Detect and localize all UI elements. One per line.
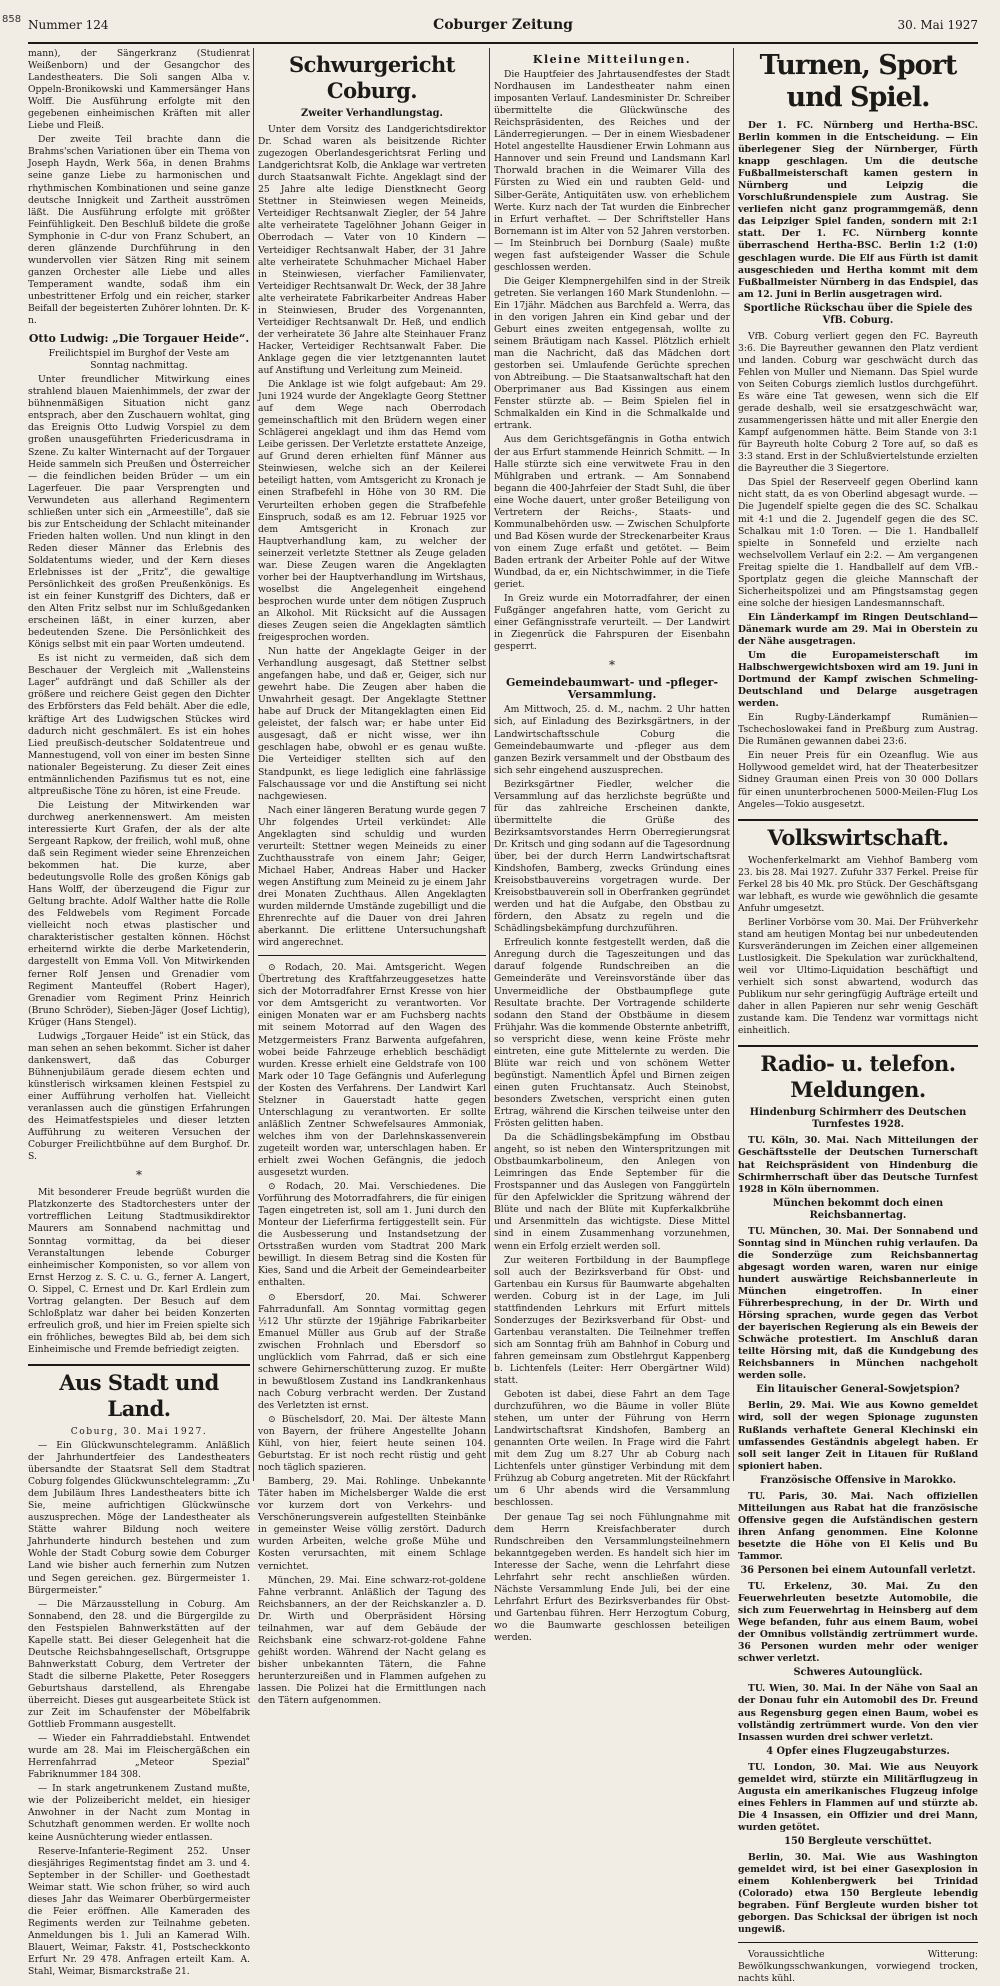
- masthead: Coburger Zeitung: [433, 17, 573, 33]
- divider: [258, 955, 486, 956]
- article-text: TU. Wien, 30. Mai. In der Nähe von Saal an der Donau fuhr ein Automobil des Dr. Freund aus Regensburg gegen einen Baum, wobei es vollständig zertrümmert wurde. Von den vier Insassen wurden drei schwer verletzt.: [738, 1683, 978, 1743]
- column-rule: [253, 48, 254, 1481]
- article-text: Das Spiel der Reserveelf gegen Oberlind kann nicht statt, da es von Oberlind abgesagt wurde. — Die Jugendelf spielte gegen die des SC. Schalkau mit 4:1 und die 2. Jugendelf gegen die des SC. Schalkau mit 1:0 Toren. — Die 1. Handballelf spielte in Sonnefeld und erzielte nach wechselvollem Verlauf ein 2:2. — Am vergangenen Freitag spielte die 1. Handballelf auf dem VfB.-Sportplatz gegen die gleiche Mannschaft der Sicherheitspolizei und am Pfingstsamstag gegen eine solche der hiesigen Landesmannschaft.: [738, 477, 978, 609]
- article-text: Am Mittwoch, 25. d. M., nachm. 2 Uhr hatten sich, auf Einladung des Bezirksgärtners, in der Landwirtschaftsschule Coburg die Gemeindebaumwarte und -pfleger aus dem ganzen Bezirk versammelt und der Obstbaum des sich sehr eingehend auszusprechen.: [494, 704, 730, 776]
- section-rule: [738, 1045, 978, 1047]
- article-text: Um die Europameisterschaft im Halbschwergewichtsboxen wird am 19. Juni in Dortmund der Kampf zwischen Schmeling-Deutschland und Delarge ausgetragen werden.: [738, 650, 978, 710]
- column-rule: [489, 48, 490, 1481]
- column-3: [494, 48, 730, 1643]
- article-text: Zur weiteren Fortbildung in der Baumpflege soll auch der Bezirksverband für Obst- und Gartenbau ein Kursus für Baumwarte abgehalten werden. Coburg ist in der Lage, im Juli stattfindenden Lehrkurs mit Erfurt mittels Sonderzuges der Bezirksverband für Obst- und Gartenbau veranstalten. Die Teilnehmer treffen sich am Sonntag früh am Bahnhof in Coburg und fahren gemeinsam zum Obstlehrgut Kappenberg b. Lichtenfels (Leiter: Herr Obergärtner Wild) statt.: [494, 1254, 730, 1387]
- section-rule: [28, 1364, 250, 1366]
- article-text: Ludwigs „Torgauer Heideʺ ist ein Stück, das man sehen an sehen bekommt. Sicher ist daher dankenswert, daß das Coburger Bühnenjubiläum gerade diesem echten und künstlerisch wirksamen kleinen Festspiel zu einer Aufführung verholfen hat. Vielleicht veranlassen auch die günstigen Erfahrungen des Heimatfestspieles und dieser letzten Aufführung zu weiteren Versuchen der Coburger Freilichtbühne auf dem Burghof. Dr. S.: [28, 1030, 250, 1163]
- article-text: — In stark angetrunkenem Zustand mußte, wie der Polizeibericht meldet, ein hiesiger Anwohner in der Nacht zum Montag in Schutzhaft genommen werden. Er wollte noch keine Ausnüchterung wieder entlassen.: [28, 1783, 250, 1843]
- article-text: Nun hatte der Angeklagte Geiger in der Verhandlung ausgesagt, daß Stettner selbst angefangen habe, und daß er, Geiger, sich nur gewehrt habe. Die Zeugen aber haben die Unwahrheit gesagt. Der Angeklagte Stettner habe auf Druck der Mitangeklagten einen Eid geleistet, der falsch war; er habe unter Eid ausgesagt, daß er nicht wisse, wer ihn geschlagen habe, obwohl er es genau wußte. Die Verteidiger stellten sich auf den Standpunkt, es liege lediglich eine fahrlässige Falschaussage vor und die Anstiftung sei nicht nachgewiesen.: [258, 646, 486, 802]
- article-text: Wochenferkelmarkt am Viehhof Bamberg vom 23. bis 28. Mai 1927. Zufuhr 337 Ferkel. Preise für Ferkel 28 bis 40 Mk. pro Stück. Der Geschäftsgang war lebhaft, es wurde wie gewöhnlich die gesamte Anfuhr umgesetzt.: [738, 854, 978, 914]
- section-title-radio: Radio- u. telefon. Meldungen.: [760, 1051, 956, 1103]
- weather-text: Voraussichtliche Witterung: Bewölkungsschwankungen, vorwiegend trocken, nachts kühl.: [738, 1949, 978, 1985]
- article-title-schwurgericht: Schwurgericht Coburg.: [289, 52, 455, 103]
- article-text: Unter dem Vorsitz des Landgerichtsdirektor Dr. Schad waren als beisitzende Richter zugezogen Oberlandesgerichtsrat Ferling und Landgerichtsrat Kolb, die Anklage war vertreten durch Staatsanwalt Fichte. Angeklagt sind der 25 Jahre alte ledige Dienstknecht Georg Stettner in Steinwiesen wegen Meineids, Verteidiger Rechtsanwalt Ziegler, der 54 Jahre alte verheiratete Tagelöhner Johann Geiger in Oberrodach — Vater von 10 Kindern — Verteidiger Rechtsanwalt Haber, der 31 Jahre alte verheiratete Schuhmacher Michael Haber in Steinwiesen, vierfacher Familienvater, Verteidiger Rechtsanwalt Dr. Weck, der 38 Jahre alte verheiratete Fabrikarbeiter Andreas Haber in Steinwiesen, Bruder des Vorgenannten, Verteidiger Rechtsanwalt Dr. Heß, und endlich der verheiratete 36 Jahre alte Steinhauer Franz Hacker, Verteidiger Rechtsanwalt Faber. Die Anklage gegen die vier letztgenannten lautet auf Anstiftung und Verleitung zum Meineid.: [258, 124, 486, 376]
- divider: [738, 1942, 978, 1943]
- article-text: Die Geiger Klempnergehilfen sind in der Streik getreten. Sie verlangen 160 Mark Stundenlohn. — Ein 17jähr. Mädchen aus Barchfeld a. Werra, das in den vorigen Jahren ein Kind gebar und der Geburt eines zweiten entgegensah, wollte zu seinem Bräutigam nach Kassel. Plötzlich erhielt man die Nachricht, daß das Mädchen dort gestorben sei. Umlaufende Gerüchte sprechen von Abtreibung. — Die Staatsanwaltschaft hat den Oberprimaner aus Bad Kissingen aus einem Fenster stürzte ab. — Beim Spielen fiel in Schmalkalden ein Kind in die Schmalkalde und ertrank.: [494, 275, 730, 432]
- article-text: TU. London, 30. Mai. Wie aus Neuyork gemeldet wird, stürzte ein Militärflugzeug in Augusta ein amerikanisches Flugzeug infolge eines Fehlers in Flammen auf und stürzte ab. Die 4 Insassen, ein Offizier und drei Mann, wurden getötet.: [738, 1761, 978, 1833]
- article-text: Der zweite Teil brachte dann die Brahms'schen Variationen über ein Thema von Joseph Haydn, Werk 56a, in denen Brahms seine ganze Liebe zu harmonischen und rhythmischen Kombinationen und seine ganze deutsche Innigkeit und Zartheit ausströmen läßt. Die Ausführung erfolgte mit größter Feinfühligkeit. Den Beschluß bildete die große Symphonie in C-dur von Franz Schubert, an deren glänzende Durchführung in den wundervollen vier Sätzen Ring mit seinem ganzen Orchester alle Liebe und alles Temperament wandte, sodaß ihm ein unbestrittener Erfolg und ein reicher, starker Beifall der begeisterten Zuhörer lohnten. Dr. K-n.: [28, 134, 250, 327]
- article-text: Der 1. FC. Nürnberg und Hertha-BSC. Berlin kommen in die Entscheidung. — Ein überlegener Sieg der Nürnberger, Fürth knapp geschlagen. Um die deutsche Fußballmeisterschaft kamen gestern in Nürnberg und Leipzig die Vorschlußrundenspiele zum Austrag. Sie verliefen nicht ganz programmgemäß, denn das Leipziger Spiel fanden, sondern mit 2:1 statt. Der 1. FC. Nürnberg konnte überraschend Hertha-BSC. Berlin 1:2 (1:0) geschlagen wurde. Die Elf aus Fürth ist damit ausgeschieden und Hertha kommt mit dem Fußballmeister Nürnberg in das Endspiel, das am 12. Juni in Berlin ausgetragen wird.: [738, 120, 978, 300]
- dateline: Coburg, 30. Mai 1927.: [70, 1425, 208, 1437]
- article-subtitle: Freilichtspiel im Burghof der Veste am Sonntag nachmittag.: [48, 348, 230, 372]
- issue-number: Nummer 124: [28, 18, 109, 32]
- article-text: Die Leistung der Mitwirkenden war durchweg anerkennenswert. Am meisten interessierte Kurt Grafen, der als der alte Sergeant Rapkow, der freilich, wohl muß, ohne daß sein Regiment wieder seine Ehrenzeichen bekommen hat. Die kurze, aber bedeutungsvolle Rolle des großen Königs gab Hans Wolff, der überzeugend die Figur zur Geltung brachte. Adolf Walther hatte die Rolle des Feldwebels vom Regiment Forcade vielleicht noch etwas plastischer und charakteristischer gestalten können. Höchst erheiternd wirkte die derbe Marketenderin, dargestellt von Emma Voll. Von Mitwirkenden ferner Rolf Jensen und Grenadier vom Regiment Manteuffel (Robert Hager), Grenadier vom Regiment Prinz Heinrich (Bruno Schröder), Sieben-Jäger (Josef Lichtig), Krüger (Hans Stengel).: [28, 799, 250, 1028]
- article-text: Mit besonderer Freude begrüßt wurden die Platzkonzerte des Stadtorchesters unter der vortrefflichen Leitung Stadtmusikdirektor Maurers am Sonnabend nachmittag und Sonntag vormittag, da bei dieser Veranstaltungen lebende Coburger einheimischer Komponisten, so vor allem von Ernst Herzog z. S. C. u. G., ferner A. Langert, O. Sippel, C. Ernest und Dr. Karl Erdlein zum Vortrag gelangten. Der Besuch auf dem Schloßplatz war daher bei beiden Konzerten erfreulich groß, und hier im Freien spielte sich ein fröhliches, bewegtes Bild ab, bei dem sich Einheimische und Fremde befriedigt zeigten.: [28, 1187, 250, 1355]
- star-separator: *: [609, 658, 615, 673]
- section-title-volkswirtschaft: Volkswirtschaft.: [767, 824, 949, 850]
- article-text: ⊙ Büschelsdorf, 20. Mai. Der älteste Mann von Bayern, der frühere Angestellte Johann Kühl, von hier, feiert heute seinen 104. Geburtstag. Er ist noch recht rüstig und geht noch täglich spazieren.: [258, 1413, 486, 1474]
- article-subtitle: Zweiter Verhandlungstag.: [301, 108, 443, 119]
- page-edge-number: 858: [2, 14, 22, 25]
- article-text: VfB. Coburg verliert gegen den FC. Bayreuth 3:6. Die Bayreuther gewannen den Platz verdient und landen. Coburg war geschwächt durch das Fehlen von Muller und Niemann. Das Spiel wurde von Seiten Coburgs ziemlich lustlos durchgeführt. Es wäre eine Tat gewesen, wenn sich die Elf gerade deshalb, weil sie ersatzgeschwächt war, zusammengerissen hätte und mit aller Energie den Kampf aufgenommen hätte. Beim Stande von 3:1 für Bayreuth holte Coburg 2 Tore auf, so daß es 3:3 stand. Erst in der Schlußviertelstunde erzielten die Bayreuther die 3 Siegertore.: [738, 330, 978, 475]
- article-text: Geboten ist dabei, diese Fahrt an dem Tage durchzuführen, wo die Bäume in voller Blüte stehen, um unter der Führung von Herrn Landwirtschaftsrat Kindshofen, Bamberg an genannten Orte weilen. In Frage wird die Fahrt mit dem Zug um 8.27 Uhr ab Coburg nach Lichtenfels unter günstiger Verbindung mit dem Frühzug ab Coburg angetreten. Mit der Rückfahrt um 6 Uhr abends wird die Versammlung beschlossen.: [494, 1389, 730, 1509]
- article-text: — Die Märzausstellung in Coburg. Am Sonnabend, den 28. und die Bürgergilde zu den Festspielen Bahnwerkstätten auf der Kapelle statt. Bei dieser Gelegenheit hat die Deutsche Reichsbahngesellschaft, Ortsgruppe Bahnwerkstatt Coburg, dem Vertreter der Stadt die silberne Plakette, Peter Roseggers Geburtshaus darstellend, als Ehrengabe überreicht. Dieses gut ausgearbeitete Stück ist zur Zeit im Schaufenster der Möbelfabrik Gottlieb Frommann ausgestellt.: [28, 1598, 250, 1731]
- article-text: ⊙ Ebersdorf, 20. Mai. Schwerer Fahrradunfall. Am Sonntag vormittag gegen ½12 Uhr stürzte der 19jährige Fabrikarbeiter Emanuel Müller aus Grub auf der Straße zwischen Frohnlach und Ebersdorf so unglücklich vom Fahrrad, daß er sich eine schwere Gehirnerschütterung zuzog. Er mußte in bewußtlosem Zustand ins Landkrankenhaus nach Coburg verbracht werden. Der Zustand des Verletzten ist ernst.: [258, 1291, 486, 1411]
- section-title-sport: Turnen, Sport und Spiel.: [759, 50, 957, 113]
- article-text: TU. Paris, 30. Mai. Nach offiziellen Mitteilungen aus Rabat hat die französische Offensive gegen die Aufständischen gestern ihren Anfang genommen. Eine Kolonne besetzte die Höhe von El Kelis und Bu Tammor.: [738, 1490, 978, 1562]
- column-4: [738, 48, 978, 1985]
- article-text: Bamberg, 29. Mai. Rohlinge. Unbekannte Täter haben im Michelsberger Walde die erst vor kurzem dort von Verkehrs- und Verschönerungsverein aufgestellten Steinbänke in gemeinster Weise völlig zerstört. Dadurch wurden Arbeiten, welche große Mühe und Kosten verursachten, mit einem Schlage vernichtet.: [258, 1476, 486, 1572]
- article-text: In Greiz wurde ein Motorradfahrer, der einen Fußgänger angefahren hatte, vom Gericht zu einer Gefängnisstrafe verurteilt. — Der Landwirt in Ziegenrück die Fahrspuren der Eisenbahn gesperrt.: [494, 593, 730, 653]
- article-text: Unter freundlicher Mitwirkung eines strahlend blauen Maienhimmels, der zwar der bühnenmäßigen Situation nicht ganz entsprach, aber den Zuschauern wohltat, ging das Ereignis Otto Ludwig Vorspiel zu dem großen unausgeführten Friedericusdrama in Szene. Zu kalter Winternacht auf der Torgauer Heide sammeln sich Preußen und Österreicher — die feindlichen beiden Brüder — um ein Lagerfeuer. Die paar Versprengten und Verwundeten aus allerhand Regimentern schließen unter sich ein „Armeestilleʺ, daß sie bis zur Entscheidung der Schlacht miteinander Frieden halten wollen. Und nun klingt in den Reden dieser Männer das Erlebnis des Soldatentums wieder, und der Kern dieses Erlebnisses ist der „Fritzʺ, die gewaltige Persönlichkeit des großen Preußenkönigs. Es ist ein feiner Kunstgriff des Dichters, daß er den Alten Fritz selbst nur im Schlußgedanken erscheinen läßt, in einer kurzen, aber bedeutenden Szene. Die Persönlichkeit des Königs selbst mit ein paar Worten umdeutend.: [28, 374, 250, 651]
- section-title-kleine: Kleine Mitteilungen.: [532, 53, 692, 66]
- article-text: Ein Rugby-Länderkampf Rumänien—Tschechoslowakei fand in Preßburg zum Austrag. Die Rumänen gewannen dabei 23:6.: [738, 712, 978, 748]
- article-text: Berliner Vorbörse vom 30. Mai. Der Frühverkehr stand am heutigen Montag bei nur unbedeutenden Kursveränderungen im Zeichen einer allgemeinen Lustlosigkeit. Die Spekulation war zurückhaltend, weil vor Ultimo-Liquidation beschäftigt und verhielt sich sonst abwartend, wodurch das Publikum nur sehr geringfügig Aufträge erteilt und daher in allen Papieren nur sehr wenig Geschäft zustande kam. Die Tendenz war vormittags nicht einheitlich.: [738, 916, 978, 1037]
- column-2: [258, 48, 486, 1707]
- article-subtitle: Hindenburg Schirmherr des Deutschen Turnfestes 1928.: [749, 1107, 967, 1131]
- article-text: Ein neuer Preis für ein Ozeanflug. Wie aus Hollywood gemeldet wird, hat der Theaterbesitzer Sidney Grauman einen Preis von 30 000 Dollars für einen ununterbrochenen 5000-Meilen-Flug Los Angeles—Tokio ausgesetzt.: [738, 750, 978, 810]
- article-subtitle: Ein litauischer General-Sowjetspion?: [756, 1384, 960, 1396]
- article-subtitle: Französische Offensive in Marokko.: [760, 1474, 956, 1486]
- star-separator: *: [136, 1168, 142, 1183]
- article-subtitle: Schweres Autounglück.: [793, 1667, 923, 1679]
- article-text: Ein Länderkampf im Ringen Deutschland—Dänemark wurde am 29. Mai in Oberstein zu der Nähe ausgetragen.: [738, 611, 978, 647]
- article-title-ludwig: Otto Ludwig: „Die Torgauer Heide“.: [28, 332, 250, 346]
- article-text: München, 29. Mai. Eine schwarz-rot-goldene Fahne verbrannt. Anläßlich der Tagung des Reichsbanners, an der der Reichskanzler a. D. Dr. Wirth und Oberpräsident Hörsing teilnahmen, war auf dem Gebäude der Reichsbank eine schwarz-rot-goldene Fahne gehißt worden. Während der Nacht gelang es bisher unbekannten Tätern, die Fahne herunterzureißen und in Flammen aufgehen zu lassen. Die Polizei hat die Ermittlungen nach den Tätern aufgenommen.: [258, 1574, 486, 1707]
- article-text: Der genaue Tag sei noch Fühlungnahme mit dem Herrn Kreisfachberater durch Rundschreiben den Versammlungsteilnehmern bekanntgegeben werden. Es handelt sich hier im Interesse der Sache, wenn die Lehrfahrt diese Lehrfahrt sehr recht anschließen würden. Nächste Versammlung Ende Juli, bei der eine Lehrfahrt Erfurt des Bezirksverbandes für Obst- und Gartenbau führen. Herr Herzogtum Coburg, wo die Baumwarte geschlossen beteiligen werden.: [494, 1511, 730, 1643]
- article-text: Erfreulich konnte festgestellt werden, daß die Anregung durch die Tageszeitungen und das darauf folgende Rundschreiben an die Gemeinderäte und Vereinsvorstände über das Unvermeidliche der Obstbaumpflege gute Resultate brachte. Der Vortragende schilderte sodann den Stand der Obstbäume in diesem Frühjahr. Was die kommende Obsternte anbetrifft, so verspricht diese, wenn keine Fröste mehr eintreten, eine gute Mittelernte zu werden. Die Blüte war reich und von schönem Wetter begünstigt. Namentlich Äpfel und Birnen zeigen einen guten Fruchtansatz. Auch Steinobst, besonders Zwetschen, verspricht einen guten Ertrag, während die Kirschen teilweise unter den Frösten gelitten haben.: [494, 937, 730, 1130]
- article-text: Nach einer längeren Beratung wurde gegen 7 Uhr folgendes Urteil verkündet: Alle Angeklagten sind schuldig und wurden verurteilt: Stettner wegen Meineids zu einer Zuchthausstrafe von einem Jahr; Geiger, Michael Haber, Andreas Haber und Hacker wegen Anstiftung zum Meineid zu je einem Jahr drei Monaten Zuchthaus. Allen Angeklagten wurden mildernde Umstände zugebilligt und die Ehrenrechte auf die Dauer von drei Jahren aberkannt. Die erlittene Untersuchungshaft wird angerechnet.: [258, 804, 486, 949]
- article-text: — Wieder ein Fahrraddiebstahl. Entwendet wurde am 28. Mai im Fleischergäßchen ein Herrenfahrrad „Meteor Spezialʺ Fabriknummer 184 308.: [28, 1733, 250, 1781]
- article-subtitle: München bekommt doch einen Reichsbannertag.: [772, 1197, 944, 1221]
- article-subtitle: 36 Personen bei einem Autounfall verletzt.: [740, 1565, 976, 1577]
- article-text: TU. Erkelenz, 30. Mai. Zu den Feuerwehrleuten besetzte Automobile, die sich zum Feuerwehrtag in Heinsberg auf dem Wege befanden, fuhr aus einem Baum, wobei der Omnibus vollständig zertrümmert wurde. 36 Personen wurden mehr oder weniger schwer verletzt.: [738, 1581, 978, 1665]
- issue-date: 30. Mai 1927: [897, 18, 978, 32]
- article-text: Aus dem Gerichtsgefängnis in Gotha entwich der aus Erfurt stammende Heinrich Schmitt. — In Halle stürzte sich eine verwitwete Frau in den Mühlgraben und ertrank. — Am Sonnabend begann die 400-Jahrfeier der Stadt Suhl, die über eine Woche dauert, unter großer Beteiligung von Vertretern der Reichs-, Staats- und Kommunalbehörden usw. — Zwischen Schulpforte und Bad Kösen wurde der Streckenarbeiter Kraus von einem Zuge erfaßt und getötet. — Beim Baden ertrank der Arbeiter Pohle auf der Witwe Wundbad, da er, ein Nichtschwimmer, in die Tiefe geriet.: [494, 434, 730, 591]
- article-text: Da die Schädlingsbekämpfung im Obstbau angeht, so ist neben den Winterspritzungen mit Obstbaumkarbolineum, den Anlegen von Leimringen das Ende September für die Frostspanner und das Auslegen von Fanggürteln für den Apfelwickler die Spritzung während der Blüte und nach der Blüte mit Kupferkalkbrühe und Arsenmitteln das wichtigste. Diese Mittel sind in einem Zusammenhang vorzunehmen, wenn ein Erfolg erzielt werden soll.: [494, 1132, 730, 1252]
- article-text: Berlin, 30. Mai. Wie aus Washington gemeldet wird, ist bei einer Gasexplosion in einem Kohlenbergwerk bei Trinidad (Colorado) etwa 150 Bergleute lebendig begraben. Fünf Bergleute wurden bisher tot geborgen. Das Schicksal der übrigen ist noch ungewiß.: [738, 1852, 978, 1936]
- article-text: Es ist nicht zu vermeiden, daß sich dem Beschauer der Vergleich mit „Wallensteins Lagerʺ aufdrängt und daß Schiller als der größere und reichere Geist gegen den Dichter des Erbförsters das Feld behält. Aber die edle, kräftige Art des Ludwigschen Stückes wird dadurch nicht geschmälert. Es ist ein hohes Lied preußisch-deutscher Soldatentreue und Mannestugend, voll von einer im besten Sinne nationaler Begeisterung. Zu dieser Zeit eines entmännlichenden Pazifismus tut es not, eine altpreußische Töne zu hören, ist eine Freude.: [28, 653, 250, 797]
- article-text: ⊙ Rodach, 20. Mai. Amtsgericht. Wegen Übertretung des Kraftfahrzeuggesetzes hatte sich der Motorradfahrer Ernst Kresse von hier vor dem Amtsgericht zu verantworten. Vor einigen Monaten war er am Fuchsberg nachts mit seinem Motorrad auf den Wagen des Metzgermeisters Franz Barwenta aufgefahren, wobei beide Fahrzeuge erheblich beschädigt wurden. Kresse erhielt eine Geldstrafe von 100 Mark oder 10 Tage Gefängnis und Auferlegung der Kosten des Verfahrens. Der Landwirt Karl Stelzner in Gauerstadt hatte gegen Unterschlagung zu verantworten. Er sollte anläßlich Zentner Schwefelsaures Ammoniak, welches ihm von der Darlehnskassenverein zugeteilt worden war, unterschlagen haben. Er erhielt zwei Wochen Gefängnis, die jedoch ausgesetzt wurden.: [258, 962, 486, 1179]
- article-text: mann), der Sängerkranz (Studienrat Weißenborn) und der Gesangchor des Landestheaters. Die Soli sangen Alba v. Oppeln-Bronikowski und Kammersänger Hans Wolff. Die Ausführung erfolgte mit den gegebenen einheimischen Kräften mit aller Liebe und Fleiß.: [28, 48, 250, 132]
- article-subtitle: 150 Bergleute verschüttet.: [784, 1836, 932, 1847]
- article-title-baumwart: Gemeindebaumwart- und -pfleger-Versammlung.: [505, 676, 719, 702]
- article-subtitle: 4 Opfer eines Flugzeugabsturzes.: [766, 1745, 950, 1757]
- article-text: TU. Köln, 30. Mai. Nach Mitteilungen der Geschäftsstelle der Deutschen Turnerschaft hat Reichspräsident von Hindenburg die Schirmherrschaft über das Deutsche Turnfest 1928 in Köln übernommen.: [738, 1135, 978, 1195]
- article-text: — Ein Glückwunschtelegramm. Anläßlich der Jahrhundertfeier des Landestheaters übersandte der Staatsrat Sell dem Stadtrat Coburg folgendes Glückwunschtelegramm: „Zu dem Jubiläum Ihres Landestheaters bitte ich Sie, meine aufrichtigen Glückwünsche auszusprechen. Möge der Landestheater als Stätte wahrer Bildung noch weitere Jahrhunderte hindurch bestehen und zum Wohle der Stadt Coburg sowie dem Coburger Land wie bisher auch fernerhin zum Nutzen und Segen gereichen. gez. Bürgermeister 1. Bürgermeister.ʺ: [28, 1440, 250, 1596]
- article-subtitle: Sportliche Rückschau über die Spiele des VfB. Coburg.: [743, 302, 973, 326]
- section-rule: [738, 819, 978, 821]
- article-text: Die Anklage ist wie folgt aufgebaut: Am 29. Juni 1924 wurde der Angeklagte Georg Stettner auf dem Wege nach Oberrodach gemeinschaftlich mit den Brüdern wegen einer Schlägerei angeklagt und ihm das Hemd vom Leibe gerissen. Der Verletzte erstattete Anzeige, auf Grund deren erhielten fünf Männer aus Steinwiesen, welche sich an der Keilerei beteiligt hatten, vom Amtsgericht zu Kronach je einen Strafbefehl in Höhe von 30 RM. Die Verurteilten erhoben gegen die Strafbefehle Einspruch, sodaß es am 12. Februar 1925 vor dem Amtsgericht in Kronach zur Hauptverhandlung kam, zu welcher der seinerzeit verletzte Stettner als Zeuge geladen war. Diese Zeugen waren die Angeklagten vorher bei der Hauptverhandlung im Wirtshaus, woselbst die Angelegenheit eingehend besprochen wurde unter dem nötigen Zuspruch an Alkohol. Mit Rücksicht auf die Aussagen dieses Zeugen seien die Angeklagten sämtlich freigesprochen worden.: [258, 379, 486, 644]
- section-title-stadt: Aus Stadt und Land.: [59, 1369, 219, 1421]
- page-header: [28, 8, 978, 44]
- article-text: ⊙ Rodach, 20. Mai. Verschiedenes. Die Vorführung des Motorradfahrers, die für einigen Tagen eingetreten ist, soll am 1. Juni durch den Monteur der Lieferfirma fertiggestellt sein. Für die Ausbesserung und Instandsetzung der Ortsstraßen wurden vom Stadtrat 200 Mark bewilligt. In diesem Betrag sind die Kosten für Kies, Sand und die Arbeit der Gemeindearbeiter enthalten.: [258, 1181, 486, 1289]
- column-1: [28, 48, 250, 1978]
- article-text: Reserve-Infanterie-Regiment 252. Unser diesjähriges Regimentstag findet am 3. und 4. September in der Schiller- und Goethestadt Weimar statt. Wie schon früher, so wird auch dieses Jahr das Weimarer Oberbürgermeister die Feier eröffnen. Alle Kameraden des Regiments werden zur Teilnahme gebeten. Anmeldungen bis 1. Juli an Kamerad Wilh. Blauert, Weimar, Fakstr. 41, Postscheckkonto Erfurt Nr. 29 478. Anfragen erteilt Kam. A. Stahl, Weimar, Bismarckstraße 21.: [28, 1845, 250, 1978]
- article-text: Die Hauptfeier des Jahrtausendfestes der Stadt Nordhausen im Landestheater nahm einen imposanten Verlauf. Landesminister Dr. Schreiber übermittelte die Glückwünsche des Reichspräsidenten, des Reiches und der Länderregierungen. — Der in einem Wiesbadener Hotel angestellte Hausdiener Erwin Lohmann aus Hannover und sein Freund und Landsmann Karl Thorwald brachen in die Weimarer Villa des Fürsten zu Wied ein und raubten Geld- und Silber-Geräte, Antiquitäten usw. von erheblichem Werte. Kurz nach der Tat wurden die Einbrecher in Erfurt verhaftet. — Der Schriftsteller Hans Bornemann ist im Alter von 52 Jahren verstorben. — Im Steinbruch bei Dornburg (Saale) mußte wegen fast aufsteigender Wasser die Schule geschlossen werden.: [494, 69, 730, 273]
- article-text: Bezirksgärtner Fiedler, welcher die Versammlung auf das herzlichste begrüßte und für das zahlreiche Erscheinen dankte, übermittelte die Grüße des Bezirksamtsvorstandes Herrn Oberregierungsrat Dr. Kritsch und ging sodann auf die Tagesordnung über, bei der durch Herrn Landwirtschaftsrat Kindshofen, Bamberg, zwecks Gründung eines Kreisobstbauvereins vorgetragen wurde. Der Kreisobstbauverein soll in Oberfranken gegründet werden und hat die Aufgabe, den Obstbau zu fördern, den Absatz zu regeln und die Schädlingsbekämpfung durchzuführen.: [494, 778, 730, 935]
- article-text: Berlin, 29. Mai. Wie aus Kowno gemeldet wird, soll der wegen Spionage zugunsten Rußlands verhaftete General Klechinski ein umfassendes Geständnis abgelegt haben. Er soll seit langer Zeit in Litauen für Rußland spioniert haben.: [738, 1400, 978, 1472]
- column-rule: [733, 48, 734, 1481]
- article-text: TU. München, 30. Mai. Der Sonnabend und Sonntag sind in München ruhig verlaufen. Da die Sonderzüge zum Reichsbannertag abgesagt worden waren, waren nur einige hundert auswärtige Reichsbannerleute in München eingetroffen. In einer Führerbesprechung, in der Dr. Wirth und Hörsing sprachen, wurde gegen das Verbot der bayerischen Regierung als ein Beweis der Schwäche protestiert. Im Anschluß daran teilte Hörsing mit, daß die Kundgebung des Reichsbanners in München nachgeholt werden solle.: [738, 1225, 978, 1382]
